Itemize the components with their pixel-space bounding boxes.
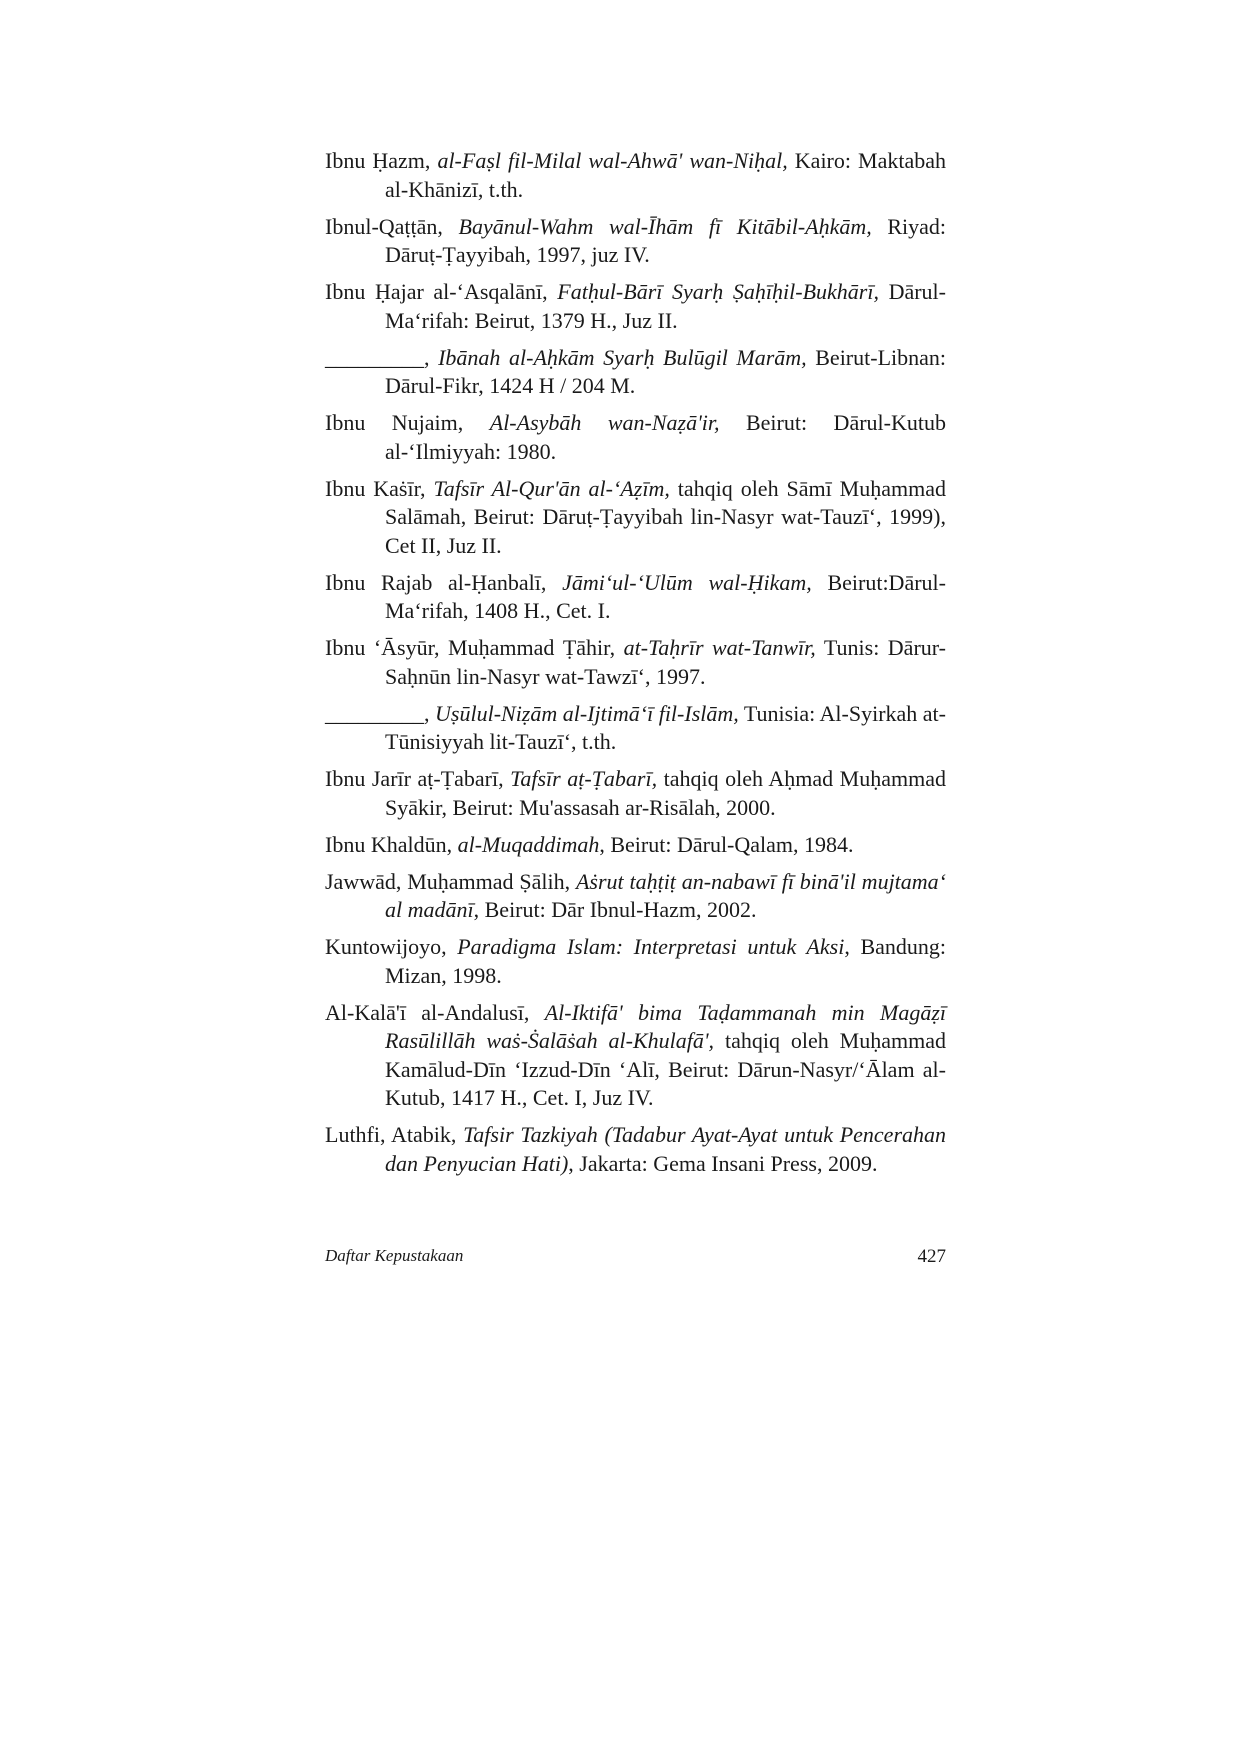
page-footer	[325, 1246, 946, 1272]
reference-entry	[325, 213, 946, 270]
reference-entry	[325, 344, 946, 401]
reference-entry	[325, 999, 946, 1113]
reference-entry	[325, 700, 946, 757]
reference-publication: Beirut: Dārul-Kutub al-‘Ilmiyyah: 1980.	[385, 410, 946, 464]
reference-entry	[325, 1121, 946, 1178]
reference-publication: Kairo: Maktabah al-Khānizī, t.th.	[385, 148, 946, 202]
reference-title: Uṣūlul-Niẓām al-Ijtimā‘ī fil-Islām,	[435, 700, 739, 726]
reference-publication: Tunis: Dārur-Saḥnūn lin-Nasyr wat-Tawzī‘, 1997.	[385, 635, 946, 689]
reference-author: Ibnul-Qaṭṭān,	[325, 213, 459, 239]
reference-entry	[325, 933, 946, 990]
reference-author: Ibnu Rajab al-Ḥanbalī,	[325, 569, 563, 595]
reference-author: Ibnu Nujaim,	[325, 410, 490, 435]
reference-author: Ibnu Ḥajar al-‘Asqalānī,	[325, 279, 558, 304]
reference-entry	[325, 634, 946, 691]
reference-author: Ibnu Kaṡīr,	[325, 475, 434, 501]
reference-entry	[325, 475, 946, 561]
reference-entry	[325, 868, 946, 925]
reference-publication: , Beirut: Dārul-Qalam, 1984.	[599, 831, 854, 857]
reference-title: Paradigma Islam: Interpretasi untuk Aksi	[457, 934, 845, 959]
reference-title: Aṡrut taḥṭiṭ an-nabawī fī binā'il mujtama‘ al madānī	[385, 868, 947, 922]
reference-entry	[325, 765, 946, 822]
section-title: Daftar Kepustakaan	[325, 1246, 464, 1265]
reference-title: Tafsīr aṭ-Ṭabarī,	[510, 766, 658, 791]
reference-author: _________,	[325, 344, 439, 370]
reference-author: Jawwād, Muḥammad Ṣālih,	[325, 868, 576, 894]
reference-entry	[325, 831, 946, 860]
reference-author: Ibnu Jarīr aṭ-Ṭabarī,	[325, 766, 511, 791]
reference-title: Jāmi‘ul-‘Ulūm wal-Ḥikam,	[562, 569, 812, 595]
reference-entry	[325, 278, 946, 335]
reference-publication: , Bandung: Mizan, 1998.	[385, 934, 946, 988]
reference-publication: Beirut:Dārul-Ma‘rifah, 1408 H., Cet. I.	[385, 569, 946, 623]
reference-list	[325, 147, 946, 1187]
reference-title: at-Taḥrīr wat-Tanwīr,	[623, 635, 816, 660]
reference-publication: Beirut-Libnan: Dārul-Fikr, 1424 H / 204 M.	[385, 344, 947, 398]
reference-publication: tahqiq oleh Sāmī Muḥammad Salāmah, Beirut: Dāruṭ-Ṭayyibah lin-Nasyr wat-Tauzī‘, 1999), Cet II, Juz II.	[385, 475, 946, 558]
reference-publication: , Jakarta: Gema Insani Press, 2009.	[568, 1150, 878, 1176]
reference-author: Al-Kalā'ī al-Andalusī,	[325, 999, 545, 1025]
reference-title: Fatḥul-Bārī Syarḥ Ṣaḥīḥil-Bukhārī,	[557, 279, 879, 304]
page-number: 427	[917, 1246, 946, 1267]
reference-title: Al-Iktifā' bima Taḍammanah min Magāẓī Rasūlillāh waṡ-Ṡalāṡah al-Khulafā',	[385, 999, 946, 1053]
reference-title: al-Muqaddimah	[457, 831, 600, 857]
reference-title: Bayānul-Wahm wal-Īhām fī Kitābil-Aḥkām,	[458, 213, 872, 239]
reference-publication: Riyad: Dāruṭ-Ṭayyibah, 1997, juz IV.	[385, 213, 946, 267]
reference-title: Tafsīr Al-Qur'ān al-‘Aẓīm,	[433, 475, 670, 501]
reference-publication: tahqiq oleh Aḥmad Muḥammad Syākir, Beirut: Mu'assasah ar-Risālah, 2000.	[385, 766, 946, 820]
reference-publication: tahqiq oleh Muḥammad Kamālud-Dīn ‘Izzud-Dīn ‘Alī, Beirut: Dārun-Nasyr/‘Ālam al-Kutub, 1417 H., Cet. I, Juz IV.	[385, 1028, 946, 1110]
reference-author: Ibnu Khaldūn,	[325, 831, 458, 857]
reference-entry	[325, 147, 946, 204]
reference-entry	[325, 569, 946, 626]
reference-title: al-Faṣl fil-Milal wal-Ahwā' wan-Niḥal,	[437, 148, 788, 173]
reference-author: _________,	[325, 700, 436, 726]
reference-publication: Tunisia: Al-Syirkah at-Tūnisiyyah lit-Tauzī‘, t.th.	[385, 700, 946, 754]
reference-title: Al-Asybāh wan-Naẓā'ir,	[489, 410, 720, 435]
reference-publication: , Beirut: Dār Ibnul-Hazm, 2002.	[473, 897, 757, 922]
reference-author: Luthfi, Atabik,	[325, 1122, 464, 1147]
reference-author: Ibnu ‘Āsyūr, Muḥammad Ṭāhir,	[325, 635, 624, 660]
reference-title: Tafsir Tazkiyah (Tadabur Ayat-Ayat untuk Pencerahan dan Penyucian Hati)	[385, 1122, 947, 1176]
reference-publication: Dārul-Ma‘rifah: Beirut, 1379 H., Juz II.	[385, 279, 947, 333]
reference-author: Ibnu Ḥazm,	[325, 148, 438, 173]
reference-title: Ibānah al-Aḥkām Syarḥ Bulūgil Marām,	[438, 344, 807, 370]
reference-entry	[325, 409, 946, 466]
reference-author: Kuntowijoyo,	[325, 934, 458, 959]
